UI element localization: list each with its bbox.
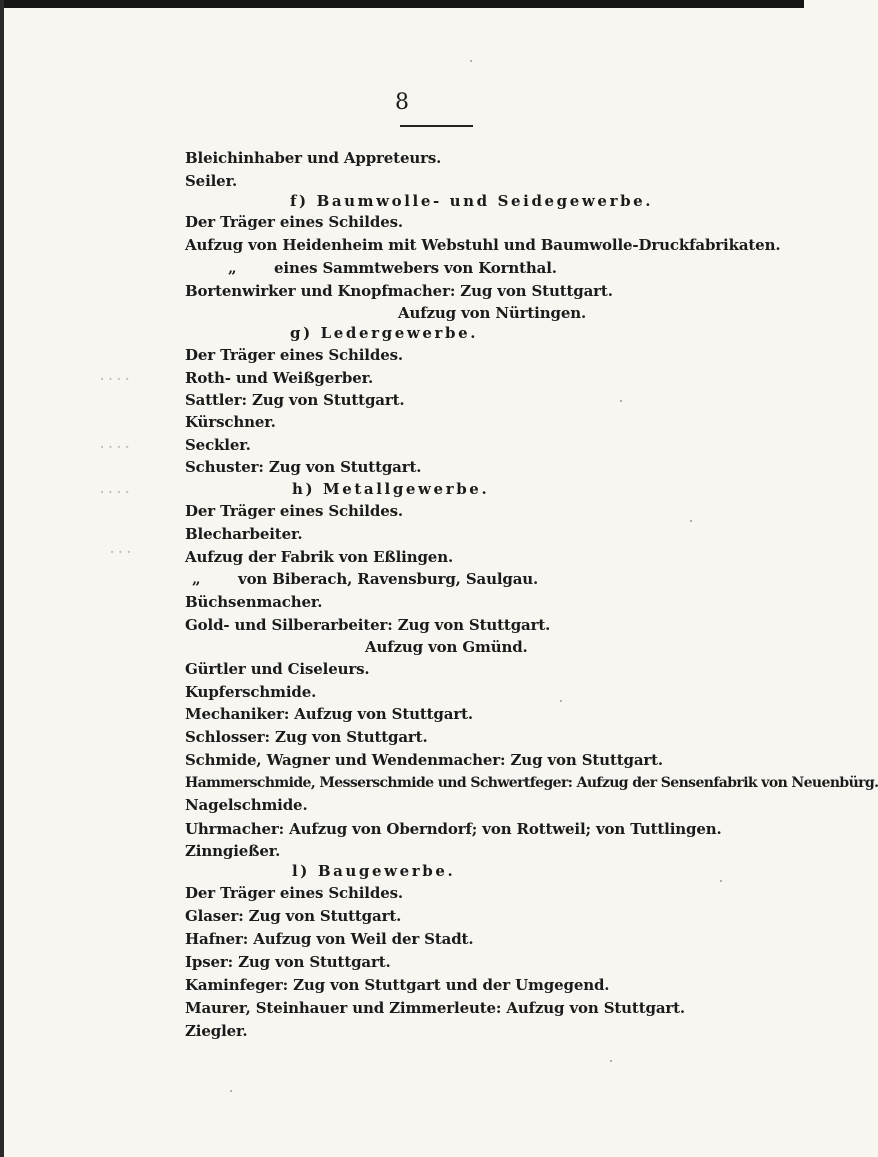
ditto-mark: „ (228, 259, 237, 277)
section-heading-l: l) Baugewerbe. (292, 862, 456, 880)
text-line-content: von Biberach, Ravensburg, Saulgau. (238, 570, 539, 588)
text-line: Bortenwirker und Knopfmacher: Zug von Stuttgart. (185, 282, 613, 300)
text-line (192, 570, 538, 589)
text-line: Zinngießer. (185, 842, 281, 860)
text-line: Blecharbeiter. (185, 525, 303, 543)
text-line: Kaminfeger: Zug von Stuttgart und der Umgegend. (185, 976, 610, 994)
page-number: 8 (395, 90, 409, 115)
text-line: Mechaniker: Aufzug von Stuttgart. (185, 705, 473, 723)
text-line: Nagelschmide. (185, 796, 308, 814)
text-line: Hammerschmide, Messerschmide und Schwertfeger: Aufzug der Sensenfabrik von Neuenbürg. (185, 775, 878, 791)
header-rule (400, 125, 473, 127)
text-line: Aufzug der Fabrik von Eßlingen. (185, 548, 454, 566)
text-line: Der Träger eines Schildes. (185, 346, 403, 364)
section-heading-f: f) Baumwolle- und Seidegewerbe. (290, 192, 654, 210)
text-line: Glaser: Zug von Stuttgart. (185, 907, 402, 925)
ditto-mark: „ (192, 570, 201, 588)
text-line: Aufzug von Heidenheim mit Webstuhl und Baumwolle-Druckfabrikaten. (185, 236, 781, 254)
text-line (228, 259, 557, 278)
text-line: Hafner: Aufzug von Weil der Stadt. (185, 930, 474, 948)
text-line: Schlosser: Zug von Stuttgart. (185, 728, 428, 746)
text-line: Kupferschmide. (185, 683, 317, 701)
scan-left-border (0, 0, 4, 1157)
text-line: Gold- und Silberarbeiter: Zug von Stuttgart. (185, 616, 551, 634)
text-line: Der Träger eines Schildes. (185, 502, 403, 520)
text-line: Der Träger eines Schildes. (185, 884, 403, 902)
section-heading-h: h) Metallgewerbe. (292, 480, 490, 498)
text-line: Bleichinhaber und Appreteurs. (185, 149, 442, 167)
text-line: Aufzug von Nürtingen. (398, 304, 587, 322)
text-line: Schuster: Zug von Stuttgart. (185, 458, 422, 476)
text-line: Ziegler. (185, 1022, 248, 1040)
text-line: Aufzug von Gmünd. (365, 638, 528, 656)
text-line: Seiler. (185, 172, 238, 190)
bleed-through-mark: · · · (110, 545, 131, 559)
text-line-content: eines Sammtwebers von Kornthal. (274, 259, 557, 277)
text-line: Kürschner. (185, 413, 276, 431)
section-heading-g: g) Ledergewerbe. (290, 324, 479, 342)
text-line: Schmide, Wagner und Wendenmacher: Zug von Stuttgart. (185, 751, 664, 769)
bleed-through-mark: · · · · (100, 485, 130, 499)
text-line: Uhrmacher: Aufzug von Oberndorf; von Rottweil; von Tuttlingen. (185, 820, 722, 838)
bleed-through-mark: · · · · (100, 372, 130, 386)
text-line: Ipser: Zug von Stuttgart. (185, 953, 391, 971)
text-line: Roth- und Weißgerber. (185, 369, 374, 387)
scan-top-border (0, 0, 804, 8)
text-line: Maurer, Steinhauer und Zimmerleute: Aufzug von Stuttgart. (185, 999, 685, 1017)
text-line: Gürtler und Ciseleurs. (185, 660, 370, 678)
text-line: Der Träger eines Schildes. (185, 213, 403, 231)
text-line: Sattler: Zug von Stuttgart. (185, 391, 405, 409)
text-line: Büchsenmacher. (185, 593, 323, 611)
bleed-through-mark: · · · · (100, 440, 130, 454)
text-line: Seckler. (185, 436, 251, 454)
